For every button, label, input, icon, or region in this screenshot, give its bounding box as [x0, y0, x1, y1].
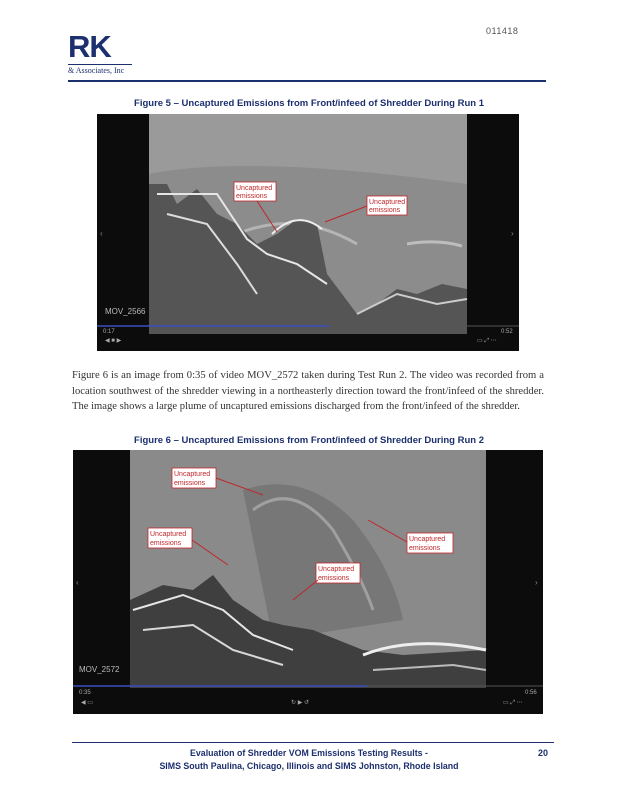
- figure6-time-start: 0:35: [79, 690, 91, 696]
- figure6-annotation-2-line1: Uncaptured: [150, 531, 187, 538]
- figure6-image: [73, 450, 543, 714]
- figure6-annotation-3-line1: Uncaptured: [409, 536, 446, 543]
- figure5-fullscreen-icon[interactable]: ▭ ⤢ ⋯: [477, 338, 497, 344]
- figure6-fullscreen-icon[interactable]: ▭ ⤢ ⋯: [503, 700, 523, 706]
- figure5-time-start: 0:17: [103, 329, 115, 335]
- logo-subtext: & Associates, Inc: [68, 64, 132, 75]
- footer-line-1: Evaluation of Shredder VOM Emissions Testing Results -: [190, 748, 428, 758]
- document-number: 011418: [486, 26, 519, 36]
- figure6-video-frame[interactable]: [73, 450, 543, 714]
- figure6-play-icon[interactable]: ◀ ▭: [81, 700, 93, 706]
- figure5-annotation-2-line1: Uncaptured: [369, 199, 406, 206]
- figure5-play-icon[interactable]: ◀ ■ ▶: [105, 338, 122, 344]
- figure6-annotation-3-line2: emissions: [409, 545, 441, 552]
- footer-line-2: SIMS South Paulina, Chicago, Illinois and SIMS Johnston, Rhode Island: [159, 761, 459, 771]
- figure6-prev-icon[interactable]: ‹: [76, 578, 79, 587]
- figure5-annotation-2-line2: emissions: [369, 207, 401, 214]
- logo-mark: RK: [68, 29, 111, 64]
- figure6-annotation-4-line1: Uncaptured: [318, 566, 355, 573]
- figure6-video-label: MOV_2572: [79, 665, 120, 674]
- header-rule: [68, 80, 546, 82]
- body-paragraph: Figure 6 is an image from 0:35 of video MOV_2572 taken during Test Run 2. The video was recorded from a location southwest of the shredder viewing in a northeasterly direction toward the front/infeed of the shredder. The image shows a large plume of uncaptured emissions discharged from the front/infeed of the shredder.: [72, 370, 544, 412]
- company-logo: [68, 29, 132, 75]
- page-number: 20: [538, 748, 549, 758]
- figure6-annotation-2-line2: emissions: [150, 540, 182, 547]
- figure5-time-end: 0:52: [501, 329, 513, 335]
- figure6-annotation-1-line1: Uncaptured: [174, 471, 211, 478]
- figure5-next-icon[interactable]: ›: [511, 229, 514, 238]
- figure5-annotation-1-line1: Uncaptured: [236, 185, 273, 192]
- figure6-next-icon[interactable]: ›: [535, 578, 538, 587]
- figure6-annotation-4-line2: emissions: [318, 575, 350, 582]
- figure5-caption: Figure 5 – Uncaptured Emissions from Front/infeed of Shredder During Run 1: [134, 98, 484, 109]
- figure6-time-end: 0:56: [525, 690, 537, 696]
- figure6-annotation-1-line2: emissions: [174, 480, 206, 487]
- figure5-image: [97, 114, 519, 351]
- footer-rule: [72, 742, 554, 743]
- figure5-video-label: MOV_2566: [105, 307, 146, 316]
- figure6-caption: Figure 6 – Uncaptured Emissions from Front/infeed of Shredder During Run 2: [134, 435, 484, 446]
- figure5-annotation-1-line2: emissions: [236, 193, 268, 200]
- figure5-video-frame[interactable]: [97, 114, 519, 351]
- figure6-center-controls-icon[interactable]: ↻ ▶ ↺: [291, 700, 310, 706]
- figure5-prev-icon[interactable]: ‹: [100, 229, 103, 238]
